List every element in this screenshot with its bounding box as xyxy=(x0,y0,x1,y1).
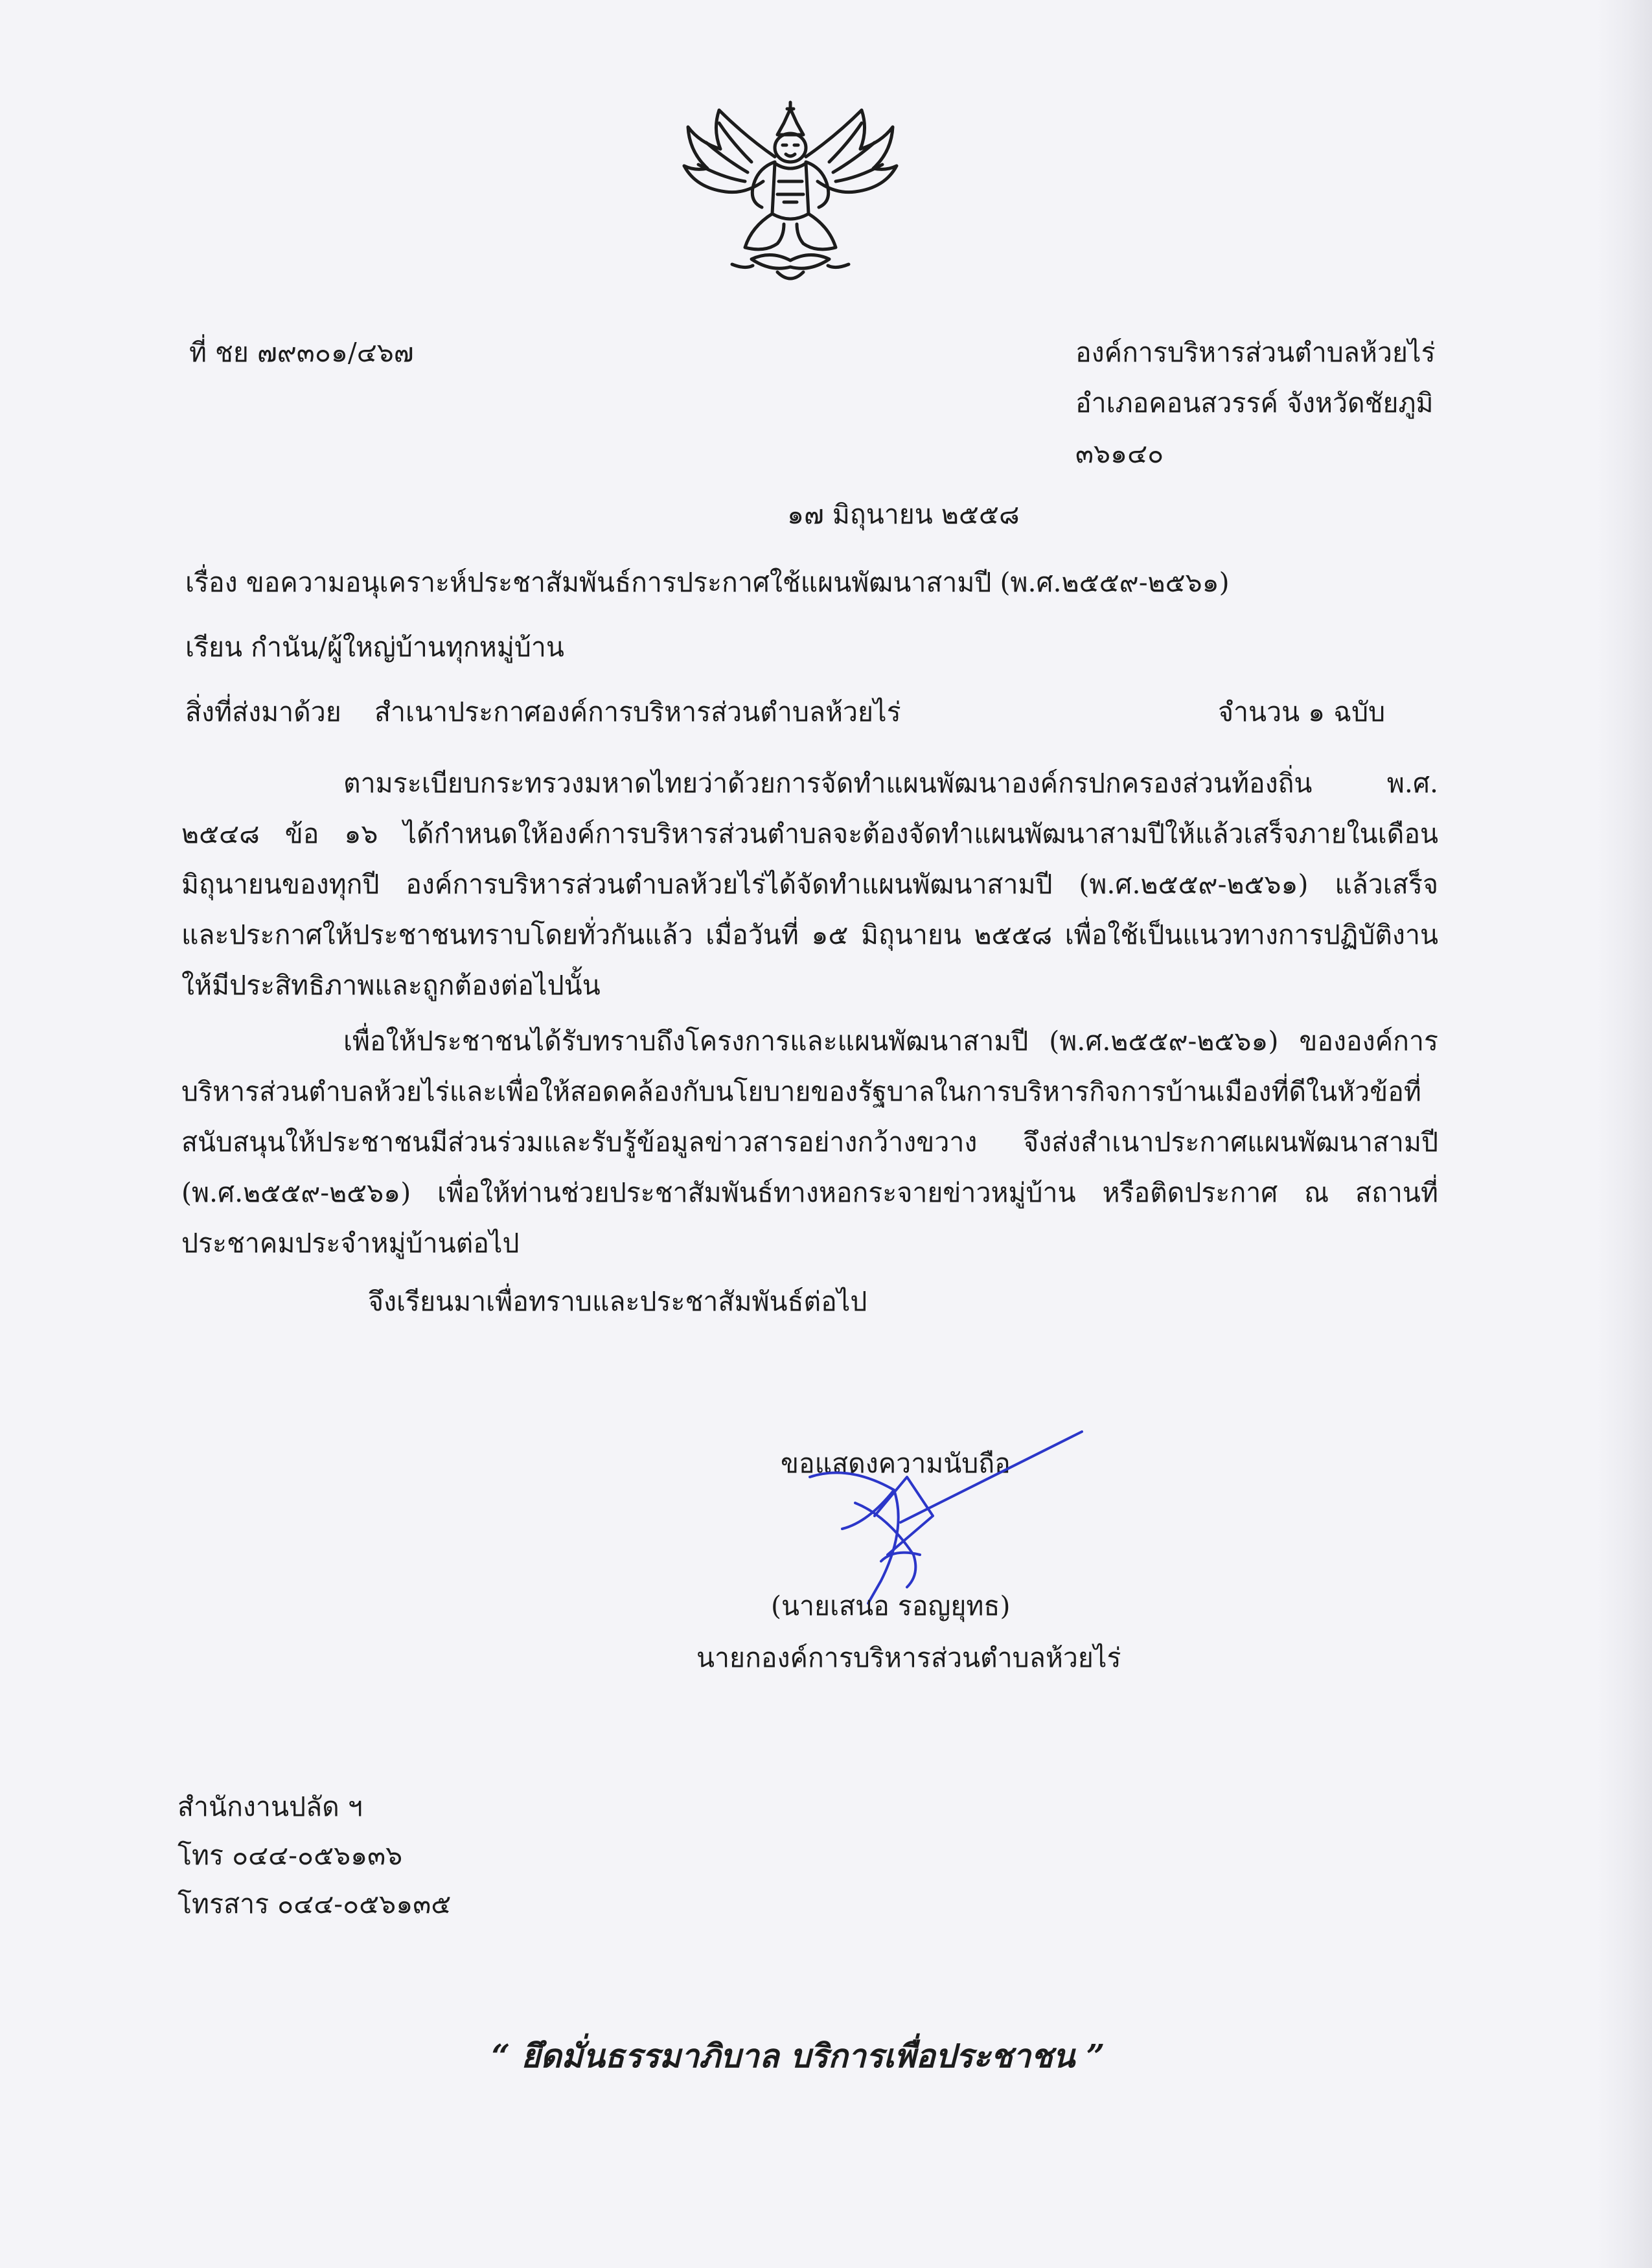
reference-number: ที่ ชย ๗๙๓๐๑/๔๖๗ xyxy=(189,337,414,368)
closing-request: จึงเรียนมาเพื่อทราบและประชาสัมพันธ์ต่อไป xyxy=(368,1286,867,1317)
paper-edge-shadow xyxy=(1596,0,1652,2268)
enclosure-label: สิ่งที่ส่งมาด้วย xyxy=(185,696,341,727)
enclosure-item: สำเนาประกาศองค์การบริหารส่วนตำบลห้วยไร่ xyxy=(374,696,901,727)
organization-address: อำเภอคอนสวรรค์ จังหวัดชัยภูมิ xyxy=(1075,387,1434,418)
body-paragraph-1 xyxy=(181,758,1438,1011)
signer-position: นายกองค์การบริหารส่วนตำบลห้วยไร่ xyxy=(696,1642,1121,1673)
letter-salutation: เรียน กำนัน/ผู้ใหญ่บ้านทุกหมู่บ้าน xyxy=(185,632,564,663)
organization-name: องค์การบริหารส่วนตำบลห้วยไร่ xyxy=(1075,337,1436,368)
body-paragraph-1-text: ตามระเบียบกระทรวงมหาดไทยว่าด้วยการจัดทำแผนพัฒนาองค์กรปกครองส่วนท้องถิ่น พ.ศ. ๒๕๔๘ ข้อ ๑๖ ได้กำหนดให้องค์การบริหารส่วนตำบลจะต้องจัดทำแผนพัฒนาสามปีให้แล้วเสร็จภายในเดือนมิถุนายนของทุกปี องค์การบริหารส่วนตำบลห้วยไร่ได้จัดทำแผนพัฒนาสามปี (พ.ศ.๒๕๕๙-๒๕๖๑) แล้วเสร็จ และประกาศให้ประชาชนทราบโดยทั่วกันแล้ว เมื่อวันที่ ๑๕ มิถุนายน ๒๕๕๘ เพื่อใช้เป็นแนวทางการปฏิบัติงานให้มีประสิทธิภาพและถูกต้องต่อไปนั้น xyxy=(181,768,1438,1001)
complimentary-close: ขอแสดงความนับถือ xyxy=(781,1448,1011,1479)
organization-motto: “ ยึดมั่นธรรมาภิบาล บริการเพื่อประชาชน ” xyxy=(491,2037,1105,2075)
postal-code: ๓๖๑๔๐ xyxy=(1075,438,1164,469)
letter-date: ๑๗ มิถุนายน ๒๕๕๘ xyxy=(787,499,1020,530)
handwritten-signature xyxy=(797,1425,1095,1613)
office-phone: โทร ๐๔๔-๐๕๖๑๓๖ xyxy=(178,1840,403,1871)
garuda-emblem-icon xyxy=(680,97,901,292)
office-fax: โทรสาร ๐๔๔-๐๕๖๑๓๕ xyxy=(178,1888,452,1919)
body-paragraph-2 xyxy=(181,1016,1438,1268)
body-paragraph-2-text: เพื่อให้ประชาชนได้รับทราบถึงโครงการและแผนพัฒนาสามปี (พ.ศ.๒๕๕๙-๒๕๖๑) ขององค์การบริหารส่วนตำบลห้วยไร่และเพื่อให้สอดคล้องกับนโยบายของรัฐบาลในการบริหารกิจการบ้านเมืองที่ดีในหัวข้อที่สนับสนุนให้ประชาชนมีส่วนร่วมและรับรู้ข้อมูลข่าวสารอย่างกว้างขวาง จึงส่งสำเนาประกาศแผนพัฒนาสามปี (พ.ศ.๒๕๕๙-๒๕๖๑) เพื่อให้ท่านช่วยประชาสัมพันธ์ทางหอกระจายข่าวหมู่บ้าน หรือติดประกาศ ณ สถานที่ประชาคมประจำหมู่บ้านต่อไป xyxy=(181,1025,1438,1259)
letter-subject: เรื่อง ขอความอนุเคราะห์ประชาสัมพันธ์การประกาศใช้แผนพัฒนาสามปี (พ.ศ.๒๕๕๙-๒๕๖๑) xyxy=(185,567,1230,598)
enclosure-count: จำนวน ๑ ฉบับ xyxy=(1218,696,1386,727)
office-name: สำนักงานปลัด ฯ xyxy=(178,1791,363,1822)
signer-name: (นายเสนอ รอญยุทธ) xyxy=(771,1590,1011,1621)
